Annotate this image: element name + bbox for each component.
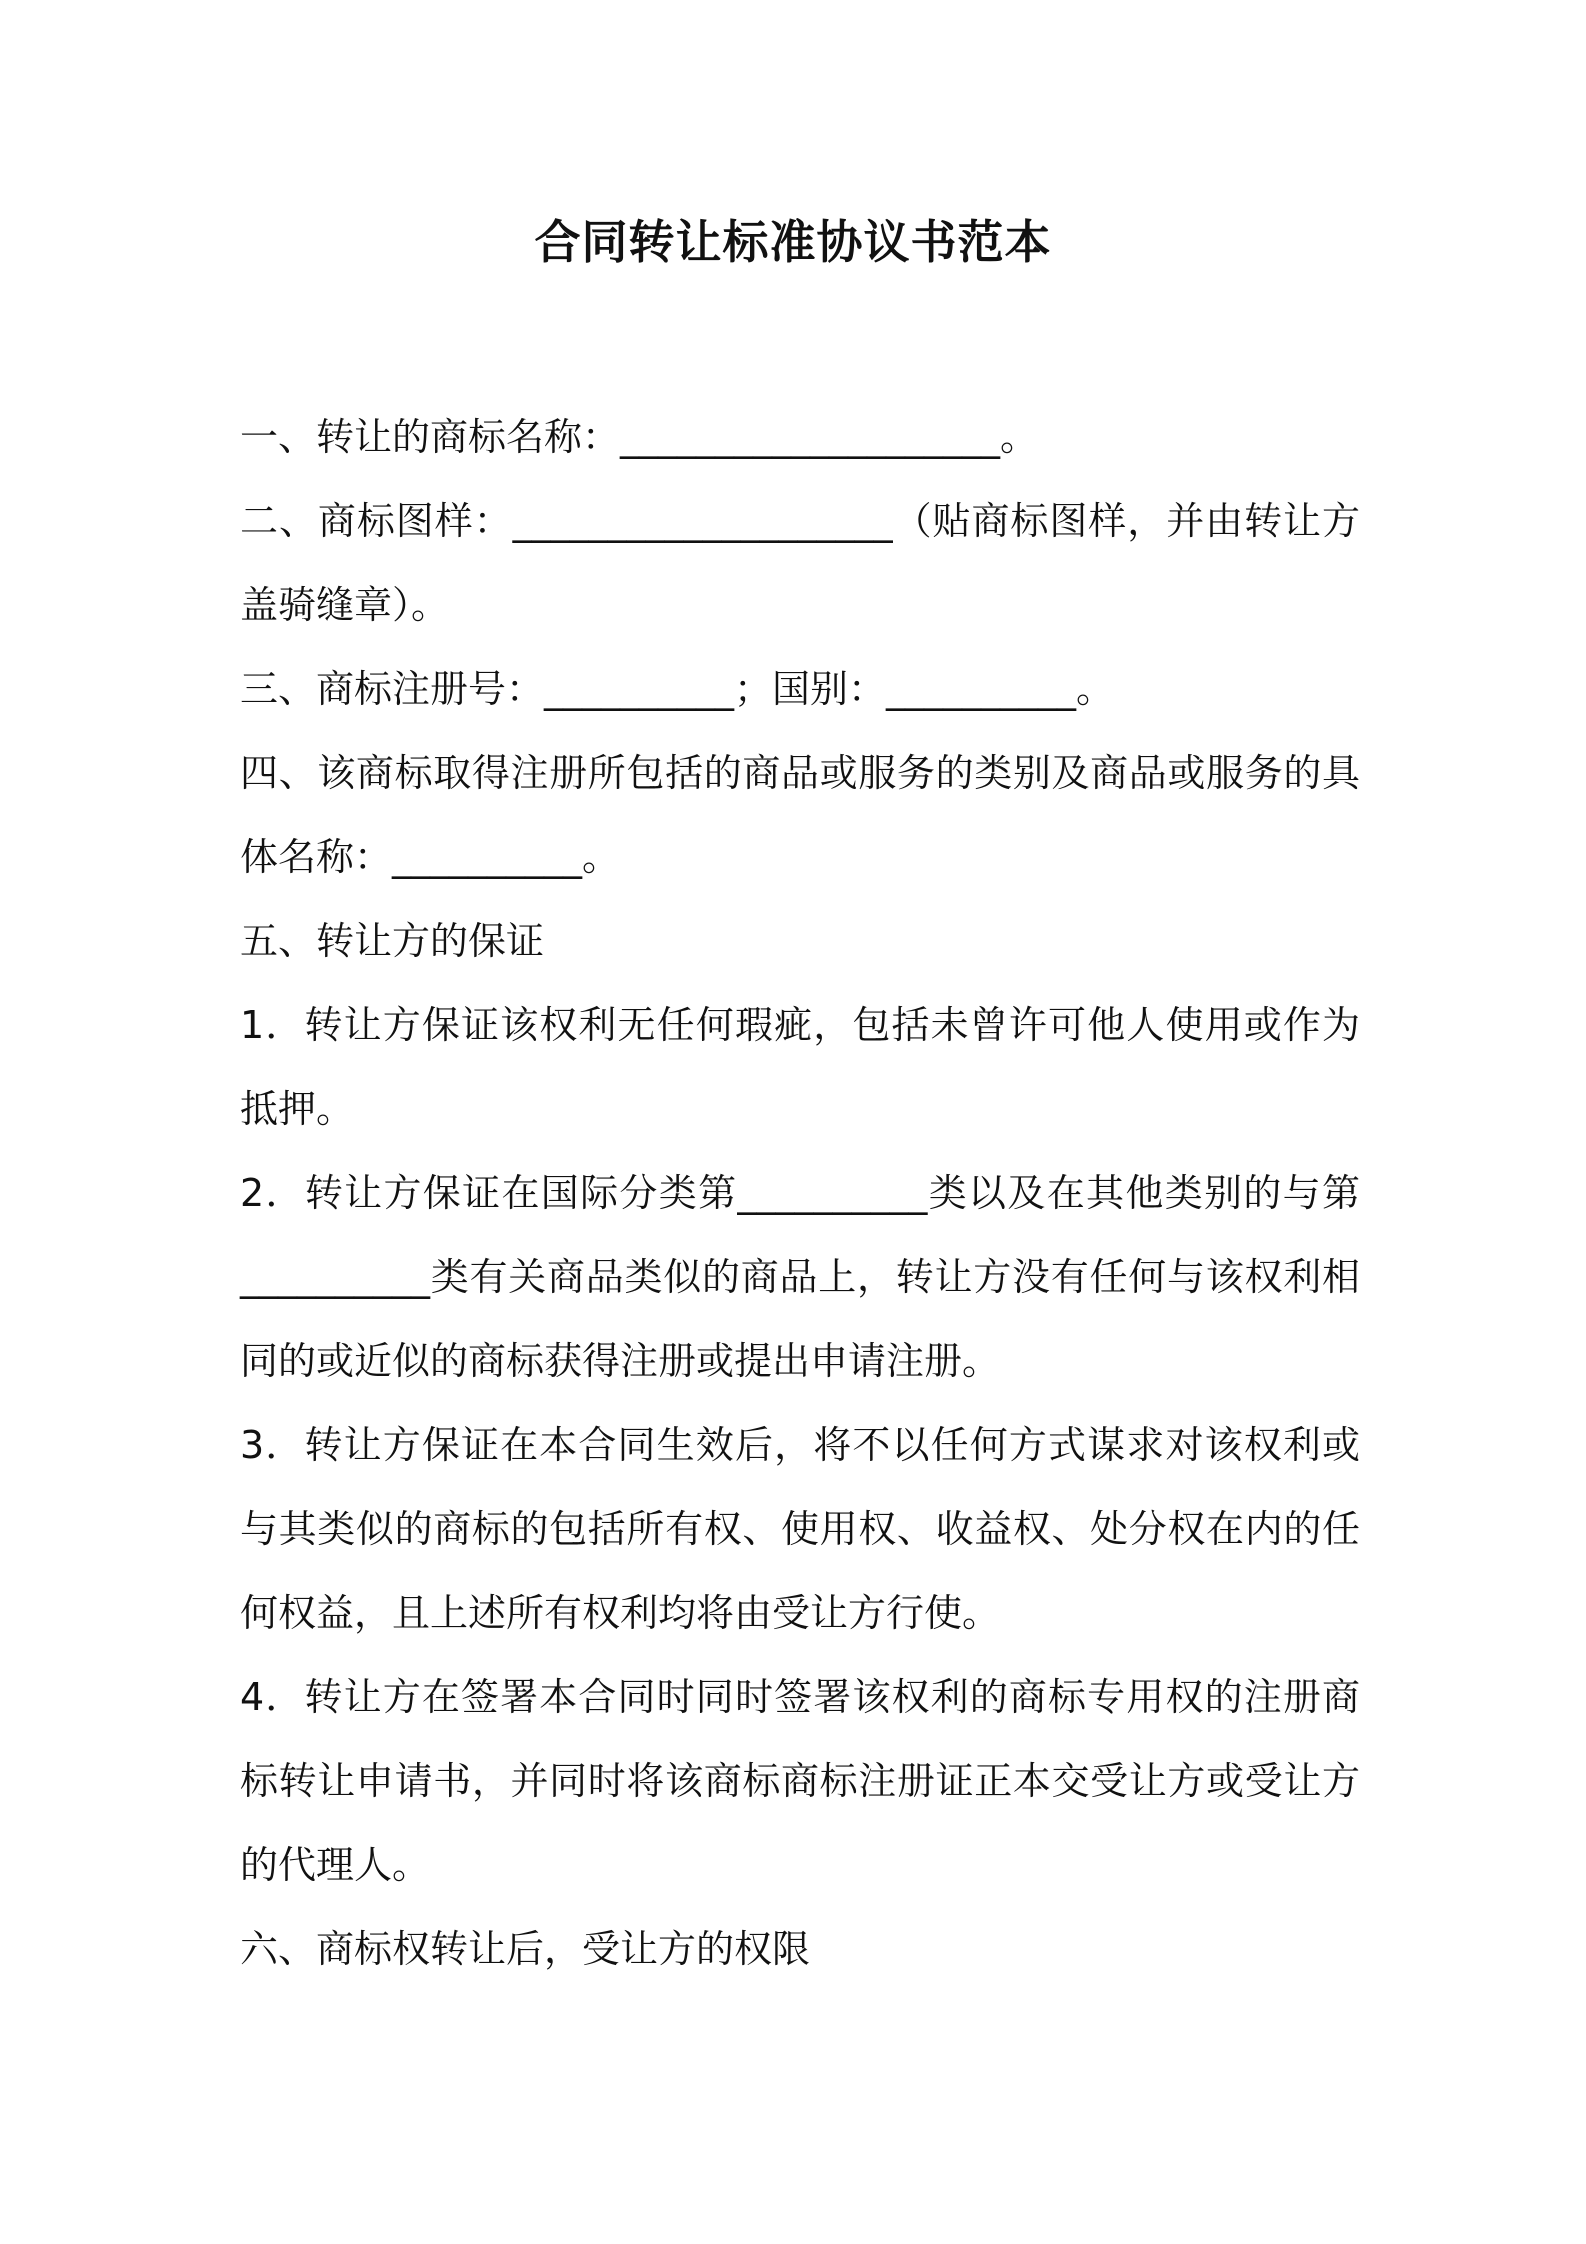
clause-5-item-3: 3．转让方保证在本合同生效后，将不以任何方式谋求对该权利或与其类似的商标的包括所有权、使用权、收益权、处分权在内的任何权益，且上述所有权利均将由受让方行使。: [240, 1423, 1360, 1635]
clause-2-trademark-sample: 二、商标图样：____________________（贴商标图样，并由转让方盖骑缝章）。: [240, 499, 1360, 627]
clause-5-item-1: 1．转让方保证该权利无任何瑕疵，包括未曾许可他人使用或作为抵押。: [240, 1003, 1360, 1131]
clause-5-item-2: 2．转让方保证在国际分类第__________类以及在其他类别的与第__________类有关商品类似的商品上，转让方没有任何与该权利相同的或近似的商标获得注册或提出申请注册。: [240, 1171, 1360, 1383]
clause-5-heading-guarantee: 五、转让方的保证: [240, 919, 545, 963]
clause-4-goods-category: 四、该商标取得注册所包括的商品或服务的类别及商品或服务的具体名称：__________。: [240, 751, 1360, 879]
clause-6-heading-rights: 六、商标权转让后，受让方的权限: [240, 1927, 811, 1971]
clause-5-item-4: 4．转让方在签署本合同时同时签署该权利的商标专用权的注册商标转让申请书，并同时将该商标商标注册证正本交受让方或受让方的代理人。: [240, 1675, 1360, 1887]
document-title: 合同转让标准协议书范本: [534, 215, 1052, 269]
clause-1-trademark-name: 一、转让的商标名称：____________________。: [240, 415, 1039, 459]
document-body: [240, 395, 1360, 1991]
clause-3-registration-number: 三、商标注册号：__________；国别：__________。: [240, 667, 1115, 711]
